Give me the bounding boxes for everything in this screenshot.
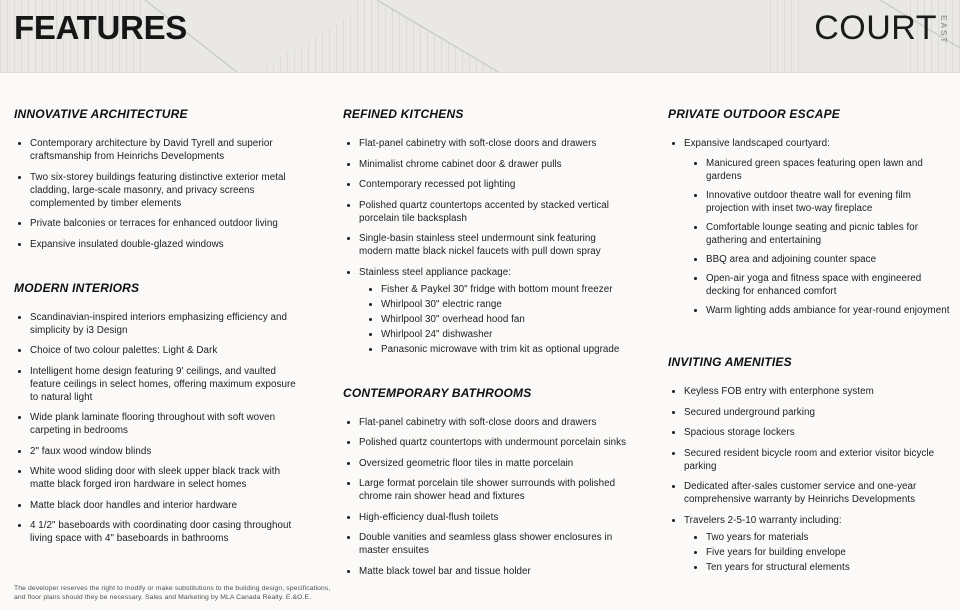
feature-text: Spacious storage lockers bbox=[684, 427, 795, 438]
feature-text: Contemporary recessed pot lighting bbox=[359, 179, 516, 190]
feature-text: Choice of two colour palettes: Light & Dark bbox=[30, 345, 218, 356]
feature-text: High-efficiency dual-flush toilets bbox=[359, 511, 499, 523]
sub-feature-item bbox=[706, 561, 950, 574]
feature-item bbox=[359, 266, 628, 356]
brand-vertical-text: EAST bbox=[939, 15, 949, 45]
section-contemporary-bathrooms bbox=[343, 386, 628, 578]
feature-item bbox=[684, 447, 950, 473]
feature-item bbox=[30, 499, 303, 512]
feature-text: Scandinavian-inspired interiors emphasizing efficiency and simplicity by i3 Design bbox=[30, 311, 288, 336]
feature-text: Polished quartz countertops accented by stacked vertical porcelain tile backsplash bbox=[359, 199, 610, 224]
feature-item bbox=[359, 531, 628, 557]
feature-text: Comfortable lounge seating and picnic tables for gathering and entertaining bbox=[706, 222, 919, 246]
sub-feature-item bbox=[706, 304, 950, 317]
section-heading: INVITING AMENITIES bbox=[668, 355, 792, 369]
disclaimer-line-1: The developer reserves the right to modify or make substitutions to the building design, specifications, bbox=[14, 584, 331, 592]
sub-feature-item bbox=[381, 298, 628, 311]
sub-feature-item bbox=[706, 253, 950, 266]
feature-item bbox=[30, 465, 303, 491]
feature-item bbox=[30, 171, 303, 210]
feature-item bbox=[359, 158, 628, 171]
feature-item bbox=[30, 137, 303, 163]
feature-item bbox=[359, 565, 628, 578]
feature-list bbox=[343, 416, 628, 578]
feature-text: White wood sliding door with sleek upper black track with matte black forged iron hardware in select homes bbox=[30, 466, 281, 490]
sub-feature-item bbox=[706, 531, 950, 544]
feature-text: Innovative outdoor theatre wall for evening film projection with inset two-way fireplace bbox=[706, 190, 911, 214]
feature-item bbox=[30, 311, 303, 337]
feature-text: Polished quartz countertops with undermount porcelain sinks bbox=[359, 437, 627, 448]
feature-text: 2" faux wood window blinds bbox=[30, 445, 152, 457]
feature-item bbox=[359, 436, 628, 449]
feature-text: Stainless steel appliance package: bbox=[359, 266, 512, 278]
feature-text: Minimalist chrome cabinet door & drawer pulls bbox=[359, 158, 562, 170]
feature-text: Whirlpool 30" electric range bbox=[381, 298, 502, 310]
header bbox=[0, 0, 960, 73]
sub-feature-item bbox=[706, 221, 950, 247]
feature-text: Keyless FOB entry with enterphone system bbox=[684, 386, 874, 397]
sub-feature-item bbox=[706, 189, 950, 215]
feature-text: Secured underground parking bbox=[684, 406, 815, 418]
feature-text: Fisher & Paykel 30" fridge with bottom mount freezer bbox=[381, 283, 613, 295]
feature-text: Two years for materials bbox=[706, 531, 809, 543]
feature-text: Expansive landscaped courtyard: bbox=[684, 138, 830, 149]
feature-item bbox=[30, 519, 303, 545]
feature-text: Travelers 2-5-10 warranty including: bbox=[684, 514, 842, 526]
feature-text: 4 1/2" baseboards with coordinating door casing throughout living space with 4" baseboards in bathrooms bbox=[30, 520, 292, 544]
section-innovative-architecture bbox=[14, 107, 303, 251]
feature-list bbox=[343, 137, 628, 356]
feature-item bbox=[359, 457, 628, 470]
feature-list bbox=[668, 385, 950, 574]
feature-item bbox=[359, 232, 628, 258]
feature-item bbox=[359, 199, 628, 225]
section-modern-interiors bbox=[14, 281, 303, 546]
feature-text: Secured resident bicycle room and exterior visitor bicycle parking bbox=[684, 447, 935, 472]
page-title: FEATURES bbox=[14, 9, 187, 46]
section-heading: CONTEMPORARY BATHROOMS bbox=[343, 385, 532, 400]
feature-item bbox=[684, 385, 950, 398]
feature-text: Flat-panel cabinetry with soft-close doors and drawers bbox=[359, 138, 597, 149]
feature-item bbox=[30, 365, 303, 404]
feature-item bbox=[30, 445, 303, 458]
feature-text: Wide plank laminate flooring throughout with soft woven carpeting in bedrooms bbox=[30, 412, 276, 436]
feature-item bbox=[30, 217, 303, 230]
feature-text: Panasonic microwave with trim kit as optional upgrade bbox=[381, 343, 620, 355]
feature-text: Matte black door handles and interior hardware bbox=[30, 499, 238, 511]
feature-text: Whirlpool 24" dishwasher bbox=[381, 328, 493, 340]
feature-item bbox=[684, 137, 950, 317]
feature-item bbox=[359, 178, 628, 191]
feature-item bbox=[359, 416, 628, 429]
feature-text: Warm lighting adds ambiance for year-round enjoyment bbox=[706, 305, 950, 316]
feature-text: Large format porcelain tile shower surrounds with polished chrome rain shower head and fixtures bbox=[359, 478, 616, 502]
feature-text: Manicured green spaces featuring open lawn and gardens bbox=[706, 158, 923, 182]
feature-text: Expansive insulated double-glazed windows bbox=[30, 238, 224, 250]
feature-text: Five years for building envelope bbox=[706, 546, 846, 558]
section-inviting-amenities bbox=[668, 355, 950, 574]
feature-text: Oversized geometric floor tiles in matte porcelain bbox=[359, 457, 574, 469]
section-heading: MODERN INTERIORS bbox=[14, 280, 140, 295]
sub-feature-item bbox=[381, 343, 628, 356]
feature-item bbox=[359, 477, 628, 503]
feature-text: Whirlpool 30" overhead hood fan bbox=[381, 313, 525, 325]
feature-text: BBQ area and adjoining counter space bbox=[706, 254, 877, 265]
column-1 bbox=[14, 107, 303, 585]
sub-feature-item bbox=[706, 157, 950, 183]
feature-text: Dedicated after-sales customer service and one-year comprehensive warranty by Heinrichs Developments bbox=[684, 481, 917, 505]
feature-list bbox=[14, 311, 303, 546]
feature-list bbox=[668, 137, 950, 317]
feature-item bbox=[30, 411, 303, 437]
disclaimer bbox=[14, 584, 330, 603]
section-heading: PRIVATE OUTDOOR ESCAPE bbox=[668, 107, 840, 121]
section-refined-kitchens bbox=[343, 107, 628, 356]
sub-feature-item bbox=[381, 328, 628, 341]
section-heading: INNOVATIVE ARCHITECTURE bbox=[14, 107, 188, 121]
feature-item bbox=[359, 137, 628, 150]
feature-text: Double vanities and seamless glass shower enclosures in master ensuites bbox=[359, 532, 613, 556]
feature-text: Two six-storey buildings featuring distinctive exterior metal cladding, large-scale masonry, and privacy screens complemented by timber elements bbox=[30, 171, 286, 209]
sub-feature-item bbox=[381, 313, 628, 326]
disclaimer-line-2: and floor plans should they be necessary. Sales and Marketing by MLA Canada Realty. E.&O.E. bbox=[14, 594, 312, 602]
feature-text: Single-basin stainless steel undermount sink featuring modern matte black nickel faucets with pull down spray bbox=[359, 233, 601, 257]
feature-list bbox=[14, 137, 303, 251]
feature-text: Matte black towel bar and tissue holder bbox=[359, 565, 531, 577]
section-private-outdoor-escape bbox=[668, 107, 950, 317]
feature-text: Ten years for structural elements bbox=[706, 561, 850, 573]
column-2 bbox=[343, 107, 628, 585]
feature-text: Open-air yoga and fitness space with engineered decking for enhanced comfort bbox=[706, 273, 922, 297]
feature-item bbox=[684, 426, 950, 439]
brand-logo bbox=[814, 9, 949, 47]
sub-feature-list bbox=[684, 531, 950, 574]
brand-name: COURT bbox=[814, 9, 937, 47]
feature-item bbox=[684, 514, 950, 574]
feature-item bbox=[359, 511, 628, 524]
feature-text: Contemporary architecture by David Tyrell and superior craftsmanship from Heinrichs Developments bbox=[30, 138, 273, 162]
sub-feature-item bbox=[706, 546, 950, 559]
sub-feature-list bbox=[684, 157, 950, 317]
sub-feature-item bbox=[706, 272, 950, 298]
feature-item bbox=[30, 344, 303, 357]
column-3 bbox=[668, 107, 950, 585]
feature-item bbox=[684, 480, 950, 506]
feature-text: Flat-panel cabinetry with soft-close doors and drawers bbox=[359, 416, 597, 428]
feature-text: Intelligent home design featuring 9' ceilings, and vaulted feature ceilings in select homes, offering maximum exposure to natural light bbox=[30, 365, 296, 403]
section-heading: REFINED KITCHENS bbox=[343, 107, 464, 121]
sub-feature-item bbox=[381, 283, 628, 296]
feature-item bbox=[30, 238, 303, 251]
sub-feature-list bbox=[359, 283, 628, 356]
content-columns bbox=[0, 73, 960, 585]
feature-text: Private balconies or terraces for enhanced outdoor living bbox=[30, 218, 278, 229]
feature-item bbox=[684, 406, 950, 419]
